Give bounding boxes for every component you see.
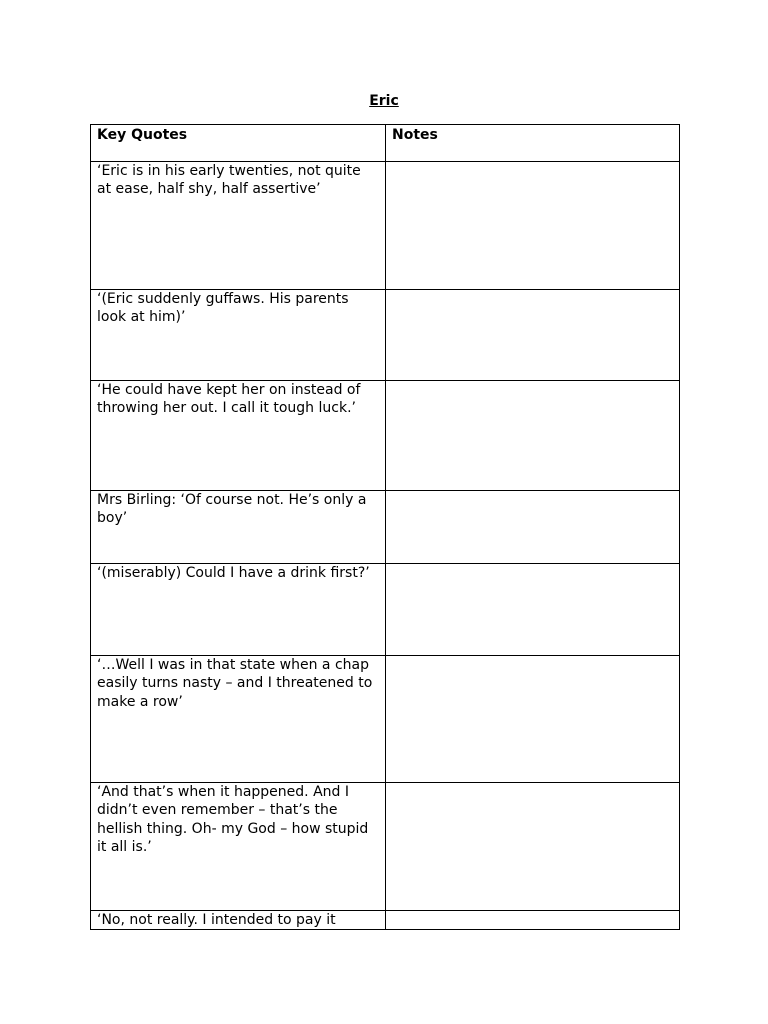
table-row — [91, 290, 680, 381]
notes-cell[interactable] — [386, 491, 680, 564]
notes-cell[interactable] — [386, 564, 680, 656]
quote-cell: ‘No, not really. I intended to pay it — [91, 911, 386, 930]
quote-cell: ‘(Eric suddenly guffaws. His parents look at him)’ — [91, 290, 386, 381]
notes-cell[interactable] — [386, 656, 680, 783]
header-key-quotes: Key Quotes — [91, 125, 386, 162]
quote-cell: ‘…Well I was in that state when a chap easily turns nasty – and I threatened to make a row’ — [91, 656, 386, 783]
document-title: Eric — [369, 93, 399, 109]
notes-cell[interactable] — [386, 911, 680, 930]
quote-cell: Mrs Birling: ‘Of course not. He’s only a boy’ — [91, 491, 386, 564]
notes-cell[interactable] — [386, 783, 680, 911]
table-row — [91, 491, 680, 564]
table-header-row — [91, 125, 680, 162]
table-row — [91, 162, 680, 290]
key-quotes-table — [90, 124, 680, 930]
table-row — [91, 783, 680, 911]
notes-cell[interactable] — [386, 381, 680, 491]
header-notes: Notes — [386, 125, 680, 162]
table-row — [91, 381, 680, 491]
quote-cell: ‘And that’s when it happened. And I didn’t even remember – that’s the hellish thing. Oh- my God – how stupid it all is.’ — [91, 783, 386, 911]
table-row — [91, 564, 680, 656]
quote-cell: ‘(miserably) Could I have a drink first?’ — [91, 564, 386, 656]
notes-cell[interactable] — [386, 162, 680, 290]
table-row — [91, 656, 680, 783]
quote-cell: ‘He could have kept her on instead of throwing her out. I call it tough luck.’ — [91, 381, 386, 491]
quote-cell: ‘Eric is in his early twenties, not quite at ease, half shy, half assertive’ — [91, 162, 386, 290]
notes-cell[interactable] — [386, 290, 680, 381]
table-row — [91, 911, 680, 930]
